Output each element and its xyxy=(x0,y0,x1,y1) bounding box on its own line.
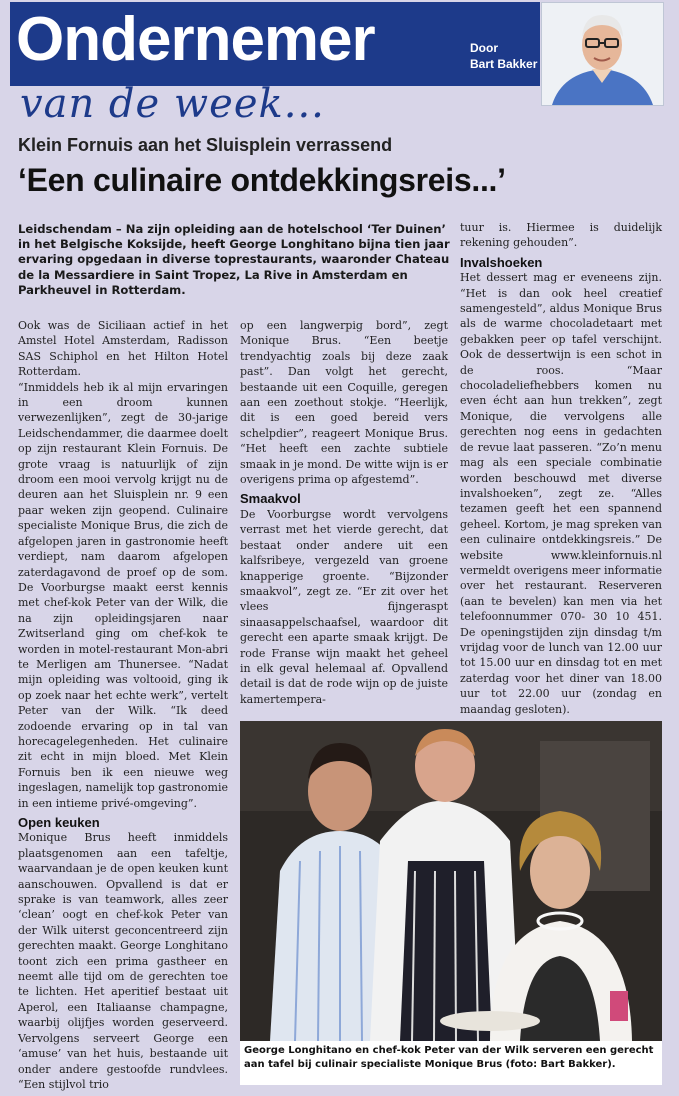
paragraph: Ook was de Siciliaan actief in het Amstel Hotel Amsterdam, Radisson SAS Schiphol en het Hilton Hotel Rotterdam. xyxy=(18,319,228,379)
paragraph: op een langwerpig bord”, zegt Monique Brus. “Een beetje trendyachtig zoals bij deze zaak past”. Dan volgt het gerecht, bestaande uit een Coquille, geregen aan een zoethout stokje. “Heerlijk, dit is een goed bereid vers schelpdier”, reageert Monique Brus. “Het heeft een zachte subtiele smaak in je mond. De witte wijn is er overigens prima op afgestemd”. xyxy=(240,319,448,487)
article-subtitle: Klein Fornuis aan het Sluisplein verrassend xyxy=(18,135,393,155)
masthead-script: van de week... xyxy=(20,81,325,127)
restaurant-photo xyxy=(240,721,662,1041)
byline-label: Door xyxy=(470,41,498,55)
column-3 xyxy=(460,220,662,717)
subheading-invalshoeken: Invalshoeken xyxy=(460,254,543,270)
byline-author: Bart Bakker xyxy=(470,57,538,71)
author-portrait xyxy=(541,2,664,106)
article-headline: ‘Een culinaire ontdekkingsreis...’ xyxy=(18,162,506,198)
paragraph: Het dessert mag er eveneens zijn. “Het is dan ook heel creatief samengesteld”, aldus Monique Brus als de warme chocoladetaart met gebakken peer op tafel verschijnt. Ook de dessertwijn is een schot in de roos. “Maar chocoladeliefhebbers komen nu even écht aan hun trekken”, zegt Monique, die vervolgens alle gerechten nog eens in gedachten de revue laat passeren. “Zo’n menu mag als een speciale combinatie worden beschouwd met diverse invalshoeken”, zegt ze. “Alles tezamen geeft het een spannend geheel. Kortom, je mag spreken van een culinaire ontdekkingsreis.” De website www.kleinfornuis.nl vermeldt overigens meer informatie over het restaurant. Reserveren (aan te bevelen) kan men via het telefoonnummer 070- 30 10 451. De openingstijden zijn dinsdag t/m vrijdag voor de lunch van 12.00 uur tot 15.00 uur en dinsdag tot en met zaterdag voor het diner van 18.00 uur tot 22.00 uur (zondag en maandag gesloten). xyxy=(460,271,662,716)
subheading-open-keuken: Open keuken xyxy=(18,815,100,830)
photo-caption: George Longhitano en chef-kok Peter van der Wilk serveren een gerecht aan tafel bij culinair specialiste Monique Brus (foto: Bart Bakker). xyxy=(240,1041,662,1085)
article-lead: Leidschendam – Na zijn opleiding aan de hotelschool ‘Ter Duinen’ in het Belgische Koksijde, heeft George Longhitano bijna tien jaar ervaring opgedaan in diverse toprestaurants, waaronder Chateau de la Messardiere in Saint Tropez, La Rive in Amsterdam en Parkheuvel in Rotterdam. xyxy=(18,222,450,297)
column-2 xyxy=(240,318,448,707)
paragraph: De Voorburgse wordt vervolgens verrast met het vierde gerecht, dat bestaat onder andere uit een kalfsribeye, vergezeld van groene knapperige groente. “Bijzonder smaakvol”, zegt ze. “Er zit over het vlees fijngeraspt sinaasappelschaafsel, waardoor dit gerecht een aparte smaak krijgt. De rode Franse wijn maakt het geheel in elk geval helemaal af. Opvallend detail is dat de rode wijn op de juiste kamertempera- xyxy=(240,507,448,706)
byline xyxy=(470,40,537,72)
subheading-smaakvol: Smaakvol xyxy=(240,491,301,507)
paragraph: Monique Brus heeft inmiddels plaatsgenomen aan een tafeltje, waarvandaan je de open keuken kunt aanschouwen. Opvallend is dat er sprake is van teamwork, alles zeer ‘clean’ oogt en chef-kok Peter van der Wilk uiterst geconcentreerd zijn gerechten maakt. George Longhitano toont zich een prima gastheer en neemt alle tijd om de gerechten toe te lichten. Het aperitief bestaat uit Aperol, een Italiaanse champagne, waarbij olijfjes worden geserveerd. Vervolgens serveert George een ‘amuse’ van het huis, bestaande uit onder andere gestoofde rundvlees. “Een stijlvol trio xyxy=(18,831,228,1091)
masthead-banner xyxy=(10,2,540,86)
paragraph: tuur is. Hiermee is duidelijk rekening gehouden”. xyxy=(460,221,662,250)
paragraph: “Inmiddels heb ik al mijn ervaringen in een droom kunnen verwezenlijken”, zegt de 30-jarige Leidschendammer, die daarmee doelt op zijn restaurant Klein Fornuis. De grote vraag is natuurlijk of zijn droom een mooi vervolg krijgt nu de deuren aan het Sluisplein nr. 9 een paar weken zijn geopend. Culinaire specialiste Monique Brus, die zich de afgelopen jaren in gastronomie heeft verdiept, nam daarom afgelopen zaterdagavond de proef op de som. De Voorburgse maakt eerst kennis met chef-kok Peter van der Wilk, die na zijn opleidingsjaren naar Zwitserland ging om chef-kok te worden in motel-restaurant Mon-abri te Merligen am Thunersee. “Nadat mijn opleiding was voltooid, ging ik op zoek naar het echte werk”, vertelt Peter van der Wilk. “Ik deed zodoende ervaring op in tal van horecagelegenheden. Het culinaire zit echt in mijn bloed. Met Klein Fornuis ben ik een nieuwe weg ingeslagen, namelijk top gastronomie in een intieme privé-omgeving”. xyxy=(18,380,228,810)
masthead-title: Ondernemer xyxy=(16,5,375,74)
column-1 xyxy=(18,318,228,1092)
